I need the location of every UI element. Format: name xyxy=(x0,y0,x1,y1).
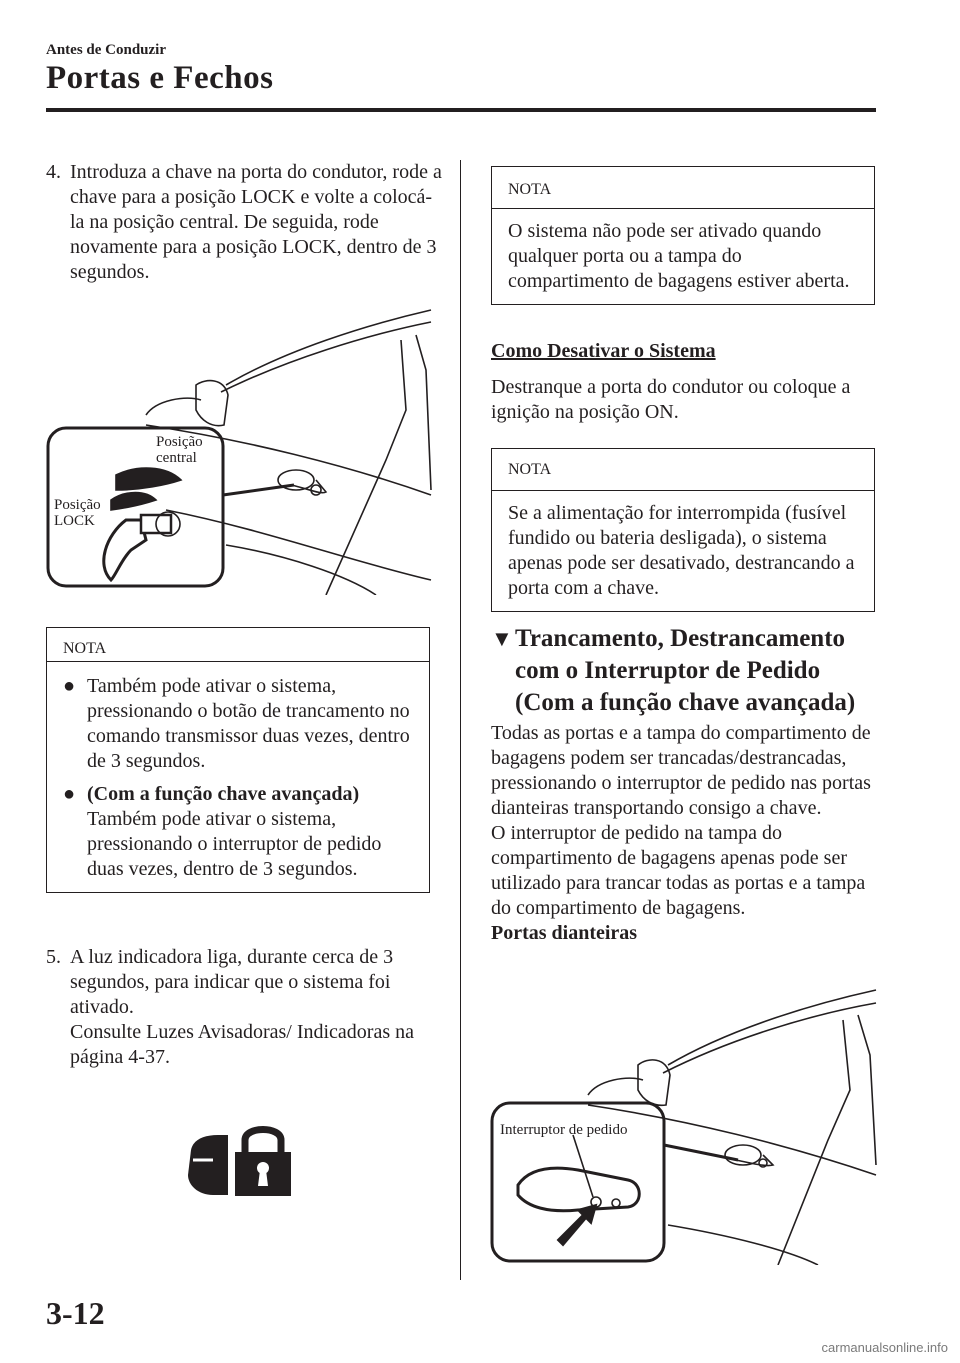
note-heading: NOTA xyxy=(492,449,874,491)
heading-line-2: com o Interruptor de Pedido xyxy=(515,657,821,684)
step-reference: Consulte Luzes Avisadoras/ Indicadoras na página 4-37. xyxy=(70,1021,414,1068)
triangle-marker-icon: ▼ xyxy=(491,626,513,651)
bullet-text: Também pode ativar o sistema, pressionando o botão de trancamento no comando transmissor duas vezes, dentro de 3 segundos. xyxy=(87,675,410,772)
step-text: A luz indicadora liga, durante cerca de 3 segundos, para indicar que o sistema foi ativado. xyxy=(70,946,394,1018)
section-body xyxy=(491,721,881,946)
step-number: 5. xyxy=(46,946,61,968)
note-box-1 xyxy=(46,627,430,893)
note-heading: NOTA xyxy=(47,628,429,662)
step-4 xyxy=(46,160,442,285)
note-text: O sistema não pode ser ativado quando qualquer porta ou a tampa do compartimento de bagagens estiver aberta. xyxy=(508,220,850,292)
label-central-line2: central xyxy=(156,450,197,466)
label-central-line1: Posição xyxy=(156,434,203,450)
section-heading xyxy=(491,623,881,719)
heading-line-1: Trancamento, Destrancamento xyxy=(515,625,846,652)
step-5 xyxy=(46,945,442,1070)
label-lock-line1: Posição xyxy=(54,497,101,513)
note-text: Se a alimentação for interrompida (fusível fundido ou bateria desligada), o sistema apenas pode ser desativado, destrancando a porta com a chave. xyxy=(508,502,855,599)
security-indicator-icon xyxy=(183,1120,293,1205)
door-key-figure xyxy=(46,300,436,595)
column-divider xyxy=(460,160,461,1280)
deactivate-heading: Como Desativar o Sistema xyxy=(491,340,716,362)
bullet-text: Também pode ativar o sistema, pressionando o interruptor de pedido duas vezes, dentro de 3 segundos. xyxy=(87,808,382,880)
step-text: Introduza a chave na porta do condutor, rode a chave para a posição LOCK e volte a colocá-la na posição central. De seguida, rode novamente para a posição LOCK, dentro de 3 segundos. xyxy=(70,161,442,283)
label-request-switch: Interruptor de pedido xyxy=(500,1122,628,1138)
paragraph-subheading: Portas dianteiras xyxy=(491,922,638,944)
door-key-illustration xyxy=(46,300,436,595)
note-bullet-1 xyxy=(63,674,415,774)
paragraph-1: Todas as portas e a tampa do compartimento de bagagens podem ser trancadas/destrancadas, pressionando o interruptor de pedido nas portas dianteiras transportando consigo a chave. xyxy=(491,722,871,819)
paragraph-2: O interruptor de pedido na tampa do compartimento de bagagens apenas pode ser utilizado para trancar todas as portas e a tampa do compartimento de bagagens. xyxy=(491,822,866,919)
section-label: Antes de Conduzir xyxy=(46,42,167,58)
watermark: carmanualsonline.info xyxy=(821,1340,948,1355)
deactivate-section xyxy=(491,340,876,425)
deactivate-text: Destranque a porta do condutor ou coloque a ignição na posição ON. xyxy=(491,376,851,423)
note-box-2 xyxy=(491,166,875,305)
label-lock-position xyxy=(54,497,101,529)
label-lock-line2: LOCK xyxy=(54,513,95,529)
bullet-dot: ● xyxy=(63,783,76,805)
page-title: Portas e Fechos xyxy=(46,60,274,96)
bullet-bold-text: (Com a função chave avançada) xyxy=(87,783,360,805)
step-number: 4. xyxy=(46,161,61,183)
bullet-dot: ● xyxy=(63,675,76,697)
header-rule xyxy=(46,108,876,112)
note-heading: NOTA xyxy=(492,167,874,209)
label-central-position xyxy=(156,434,203,466)
note-box-3 xyxy=(491,448,875,612)
page-number: 3-12 xyxy=(46,1295,105,1331)
heading-line-3: (Com a função chave avançada) xyxy=(515,689,856,716)
request-switch-figure xyxy=(488,985,878,1265)
note-bullet-2 xyxy=(63,782,415,882)
